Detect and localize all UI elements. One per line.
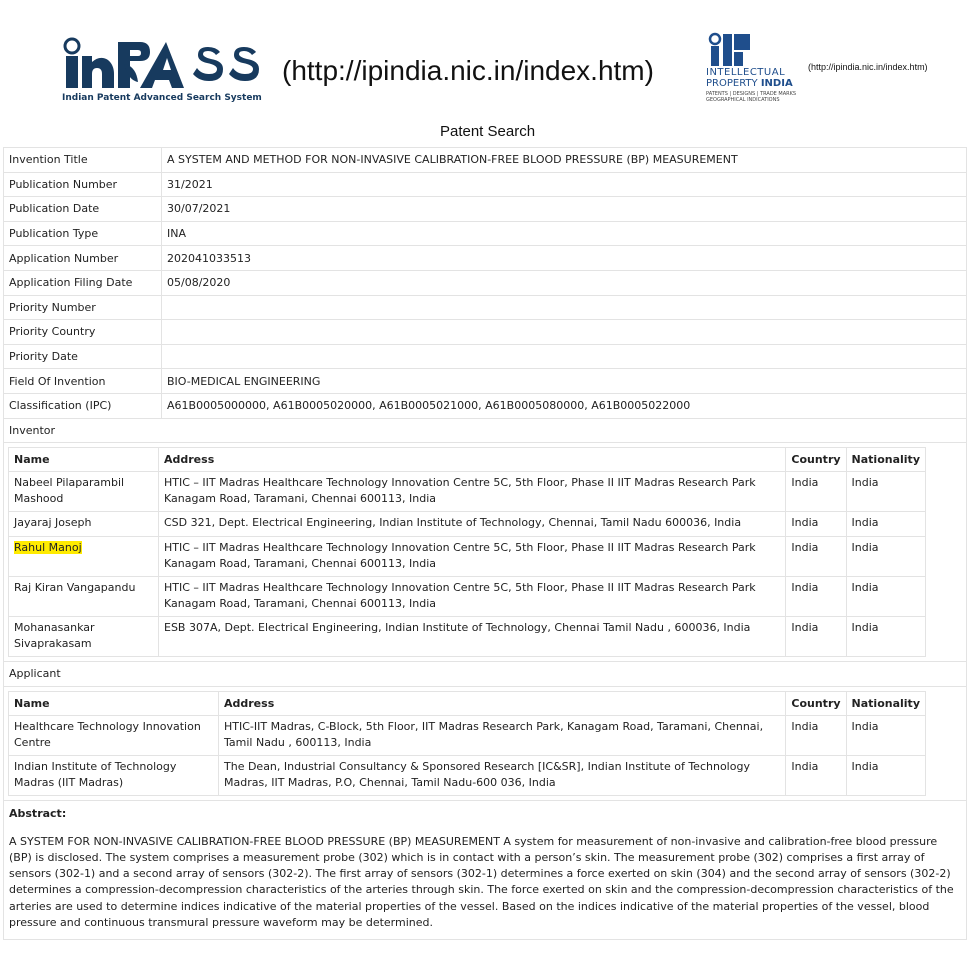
inventor-name: Raj Kiran Vangapandu — [9, 577, 159, 617]
field-value: 31/2021 — [162, 172, 967, 197]
applicant-header-row — [9, 691, 926, 715]
column-header-address: Address — [159, 448, 786, 472]
abstract-text: A SYSTEM FOR NON-INVASIVE CALIBRATION-FREE BLOOD PRESSURE (BP) MEASUREMENT A system for measurement of non-invasive and calibration-free blood pressure (BP) is disclosed. The system comprises a measurement probe (302) which is in contact with a person’s skin. The measurement probe (302) comprises a first array of sensors (302-1) and a second array of sensors (302-2). The first array of sensors (302-1) determines a force exerted on skin (304) and the second array of sensors (302-2) determines a compression-decompression characteristics of the arteries through skin. The force exerted on skin and the compression-decompression characteristics of the arteries are used to determine indices indicative of the material properties of the vessel. Based on the indices indicative of the material properties of the vessel, blood pressure and continuous transmural pressure waveform may be determined. — [9, 834, 954, 929]
inventor-address: HTIC – IIT Madras Healthcare Technology Innovation Centre 5C, 5th Floor, Phase II IIT Madras Research Park Kanagam Road, Taramani, Chennai 600113, India — [159, 577, 786, 617]
table-row — [9, 577, 926, 617]
applicant-name: Indian Institute of Technology Madras (IIT Madras) — [9, 755, 219, 795]
ip-logo-line1: INTELLECTUAL — [706, 67, 786, 78]
field-label: Classification (IPC) — [4, 393, 162, 418]
column-header-address: Address — [219, 691, 786, 715]
applicant-nationality: India — [846, 715, 925, 755]
highlighted-inventor-name: Rahul Manoj — [14, 541, 82, 555]
column-header-name: Name — [9, 691, 219, 715]
ip-logo-line2 — [706, 78, 793, 89]
abstract-cell — [4, 800, 967, 939]
field-row — [4, 320, 967, 345]
inpass-logo-graphic — [60, 36, 260, 92]
applicant-section-label: Applicant — [4, 662, 967, 687]
page-title: Patent Search — [439, 123, 536, 140]
field-row — [4, 393, 967, 418]
column-header-name: Name — [9, 448, 159, 472]
column-header-country: Country — [786, 691, 846, 715]
page-header — [0, 0, 975, 120]
field-row — [4, 246, 967, 271]
inventor-address: CSD 321, Dept. Electrical Engineering, Indian Institute of Technology, Chennai, Tamil Nadu 600036, India — [159, 512, 786, 537]
field-value: 30/07/2021 — [162, 197, 967, 222]
field-label: Application Filing Date — [4, 270, 162, 295]
ip-india-logo[interactable] — [706, 32, 806, 122]
abstract-row — [4, 800, 967, 939]
field-row — [4, 295, 967, 320]
field-row — [4, 221, 967, 246]
inventor-country: India — [786, 472, 846, 512]
field-row — [4, 172, 967, 197]
inventor-address: ESB 307A, Dept. Electrical Engineering, Indian Institute of Technology, Chennai Tamil Nadu , 600036, India — [159, 617, 786, 657]
patent-details-table — [3, 147, 967, 940]
table-row — [9, 472, 926, 512]
applicant-table-cell — [4, 686, 967, 800]
inventor-section-row — [4, 418, 967, 443]
inventor-name: Mohanasankar Sivaprakasam — [9, 617, 159, 657]
applicant-country: India — [786, 755, 846, 795]
field-value — [162, 320, 967, 345]
inventor-nationality: India — [846, 617, 925, 657]
field-label: Field Of Invention — [4, 369, 162, 394]
applicant-table — [8, 691, 926, 796]
field-label: Priority Country — [4, 320, 162, 345]
inventor-country: India — [786, 577, 846, 617]
inventor-address: HTIC – IIT Madras Healthcare Technology Innovation Centre 5C, 5th Floor, Phase II IIT Madras Research Park Kanagam Road, Taramani, Chennai 600113, India — [159, 537, 786, 577]
abstract-title: Abstract: — [9, 806, 67, 820]
inventor-table — [8, 447, 926, 657]
field-row — [4, 369, 967, 394]
applicant-country: India — [786, 715, 846, 755]
site-url-large[interactable]: (http://ipindia.nic.in/index.htm) — [282, 55, 654, 86]
applicant-nationality: India — [846, 755, 925, 795]
field-label: Invention Title — [4, 148, 162, 173]
applicant-address: HTIC-IIT Madras, C-Block, 5th Floor, IIT Madras Research Park, Kanagam Road, Taramani, Chennai, Tamil Nadu , 600113, India — [219, 715, 786, 755]
table-row — [9, 715, 926, 755]
field-label: Publication Type — [4, 221, 162, 246]
field-row — [4, 148, 967, 173]
field-value: INA — [162, 221, 967, 246]
ip-logo-line3: PATENTS | DESIGNS | TRADE MARKS — [706, 91, 797, 97]
table-row — [9, 537, 926, 577]
field-value — [162, 344, 967, 369]
inventor-nationality: India — [846, 472, 925, 512]
applicant-name: Healthcare Technology Innovation Centre — [9, 715, 219, 755]
site-url-small[interactable]: (http://ipindia.nic.in/index.htm) — [808, 62, 928, 72]
applicant-table-row — [4, 686, 967, 800]
field-row — [4, 197, 967, 222]
ip-india-emblem-icon — [708, 32, 754, 68]
ip-logo-tagline — [706, 91, 796, 103]
column-header-nationality: Nationality — [846, 691, 925, 715]
inpass-logo-subtitle: Indian Patent Advanced Search System — [62, 93, 262, 103]
ip-logo-line2a: PROPERTY — [706, 78, 758, 89]
field-row — [4, 270, 967, 295]
column-header-nationality: Nationality — [846, 448, 925, 472]
table-row — [9, 755, 926, 795]
inventor-header-row — [9, 448, 926, 472]
field-value — [162, 295, 967, 320]
inventor-country: India — [786, 512, 846, 537]
field-label: Publication Date — [4, 197, 162, 222]
applicant-address: The Dean, Industrial Consultancy & Sponsored Research [IC&SR], Indian Institute of Technology Madras, IIT Madras, P.O, Chennai, Tamil Nadu-600 036, India — [219, 755, 786, 795]
field-label: Priority Number — [4, 295, 162, 320]
inventor-nationality: India — [846, 512, 925, 537]
table-row — [9, 617, 926, 657]
inventor-address: HTIC – IIT Madras Healthcare Technology Innovation Centre 5C, 5th Floor, Phase II IIT Madras Research Park Kanagam Road, Taramani, Chennai 600113, India — [159, 472, 786, 512]
inventor-name: Nabeel Pilaparambil Mashood — [9, 472, 159, 512]
field-label: Publication Number — [4, 172, 162, 197]
field-value: 202041033513 — [162, 246, 967, 271]
field-value: A SYSTEM AND METHOD FOR NON-INVASIVE CALIBRATION-FREE BLOOD PRESSURE (BP) MEASUREMENT — [162, 148, 967, 173]
inventor-section-label: Inventor — [4, 418, 967, 443]
field-value: A61B0005000000, A61B0005020000, A61B0005021000, A61B0005080000, A61B0005022000 — [162, 393, 967, 418]
inventor-nationality: India — [846, 537, 925, 577]
field-label: Priority Date — [4, 344, 162, 369]
table-row — [9, 512, 926, 537]
inventor-table-cell — [4, 443, 967, 662]
inventor-name — [9, 537, 159, 577]
inventor-nationality: India — [846, 577, 925, 617]
applicant-section-row — [4, 662, 967, 687]
inpass-logo[interactable] — [60, 36, 260, 106]
field-value: BIO-MEDICAL ENGINEERING — [162, 369, 967, 394]
inventor-country: India — [786, 537, 846, 577]
field-label: Application Number — [4, 246, 162, 271]
ip-logo-line2b: INDIA — [760, 78, 793, 89]
field-row — [4, 344, 967, 369]
inventor-name: Jayaraj Joseph — [9, 512, 159, 537]
field-value: 05/08/2020 — [162, 270, 967, 295]
inventor-table-row — [4, 443, 967, 662]
ip-logo-line4: GEOGRAPHICAL INDICATIONS — [706, 97, 780, 103]
column-header-country: Country — [786, 448, 846, 472]
inventor-country: India — [786, 617, 846, 657]
